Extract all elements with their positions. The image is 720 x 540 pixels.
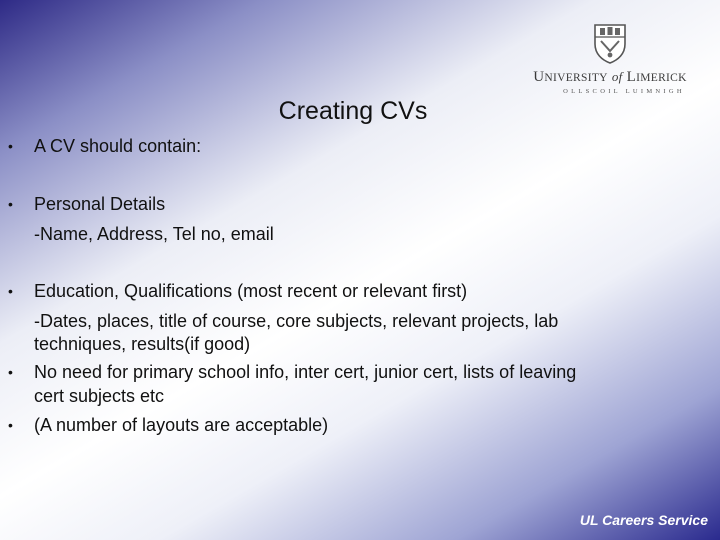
bullet-education: Education, Qualifications (most recent or relevant first)	[34, 281, 468, 301]
footer-careers-service: UL Careers Service	[579, 512, 708, 528]
logo-word-of: of	[611, 69, 623, 84]
crest-icon	[592, 22, 628, 64]
logo-university-name	[520, 69, 700, 86]
bullet-marker: •	[8, 196, 13, 212]
sub-education-line-2: techniques, results(if good)	[34, 334, 251, 354]
university-logo	[520, 22, 700, 100]
bullet-marker: •	[8, 283, 13, 299]
logo-word-limerick: IMERICK	[636, 72, 687, 84]
logo-letter-u: U	[533, 69, 545, 85]
logo-letter-l: L	[626, 69, 637, 85]
bullet-personal-details: Personal Details	[34, 194, 166, 214]
bullet-cv-contain: A CV should contain:	[34, 136, 202, 156]
bullet-marker: •	[8, 364, 13, 380]
slide-title: Creating CVs	[278, 97, 428, 125]
bullet-no-need-line-2: cert subjects etc	[34, 386, 165, 406]
bullet-no-need-line-1: No need for primary school info, inter cert, junior cert, lists of leaving	[34, 362, 577, 382]
logo-subtitle: OLLSCOIL LUIMNIGH	[563, 88, 685, 95]
bullet-marker: •	[8, 417, 13, 433]
bullet-marker: •	[8, 138, 13, 154]
logo-word-university: NIVERSITY	[544, 72, 608, 84]
sub-personal-details: -Name, Address, Tel no, email	[34, 224, 274, 244]
bullet-layouts: (A number of layouts are acceptable)	[34, 415, 329, 435]
sub-education-line-1: -Dates, places, title of course, core subjects, relevant projects, lab	[34, 311, 559, 331]
